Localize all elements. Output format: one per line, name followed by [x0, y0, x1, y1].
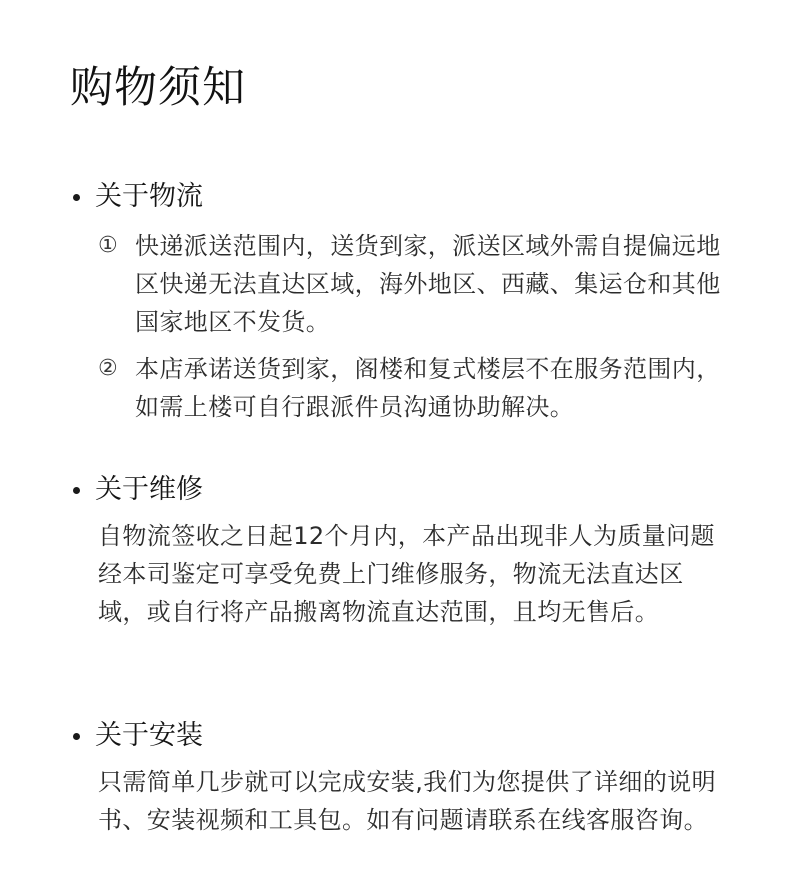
- section-paragraph: 自物流签收之日起12个月内，本产品出现非人为质量问题经本司鉴定可享受免费上门维修服务，物流无法直达区域，或自行将产品搬离物流直达范围，且均无售后。: [98, 522, 715, 626]
- section-heading-text: 关于安装: [95, 720, 203, 751]
- list-item: [98, 227, 728, 341]
- section-heading: [70, 177, 203, 217]
- bullet-icon: [73, 194, 80, 201]
- item-number: ②: [98, 356, 118, 381]
- item-text: 本店承诺送货到家，阁楼和复式楼层不在服务范围内，如需上楼可自行跟派件员沟通协助解决。: [135, 355, 721, 421]
- section-heading-text: 关于物流: [95, 181, 203, 212]
- bullet-icon: [73, 487, 80, 494]
- list-item: [98, 350, 728, 426]
- section-paragraph: 只需简单几步就可以完成安装,我们为您提供了详细的说明书、安装视频和工具包。如有问题请联系在线客服咨询。: [98, 768, 717, 834]
- section-heading: [70, 716, 203, 756]
- page-title: 购物须知: [70, 63, 246, 113]
- section-heading: [70, 470, 203, 510]
- item-number: ①: [98, 233, 118, 258]
- section-heading-text: 关于维修: [95, 474, 203, 505]
- bullet-icon: [73, 733, 80, 740]
- item-text: 快递派送范围内，送货到家，派送区域外需自提偏远地区快递无法直达区域，海外地区、西藏、集运仓和其他国家地区不发货。: [135, 232, 721, 336]
